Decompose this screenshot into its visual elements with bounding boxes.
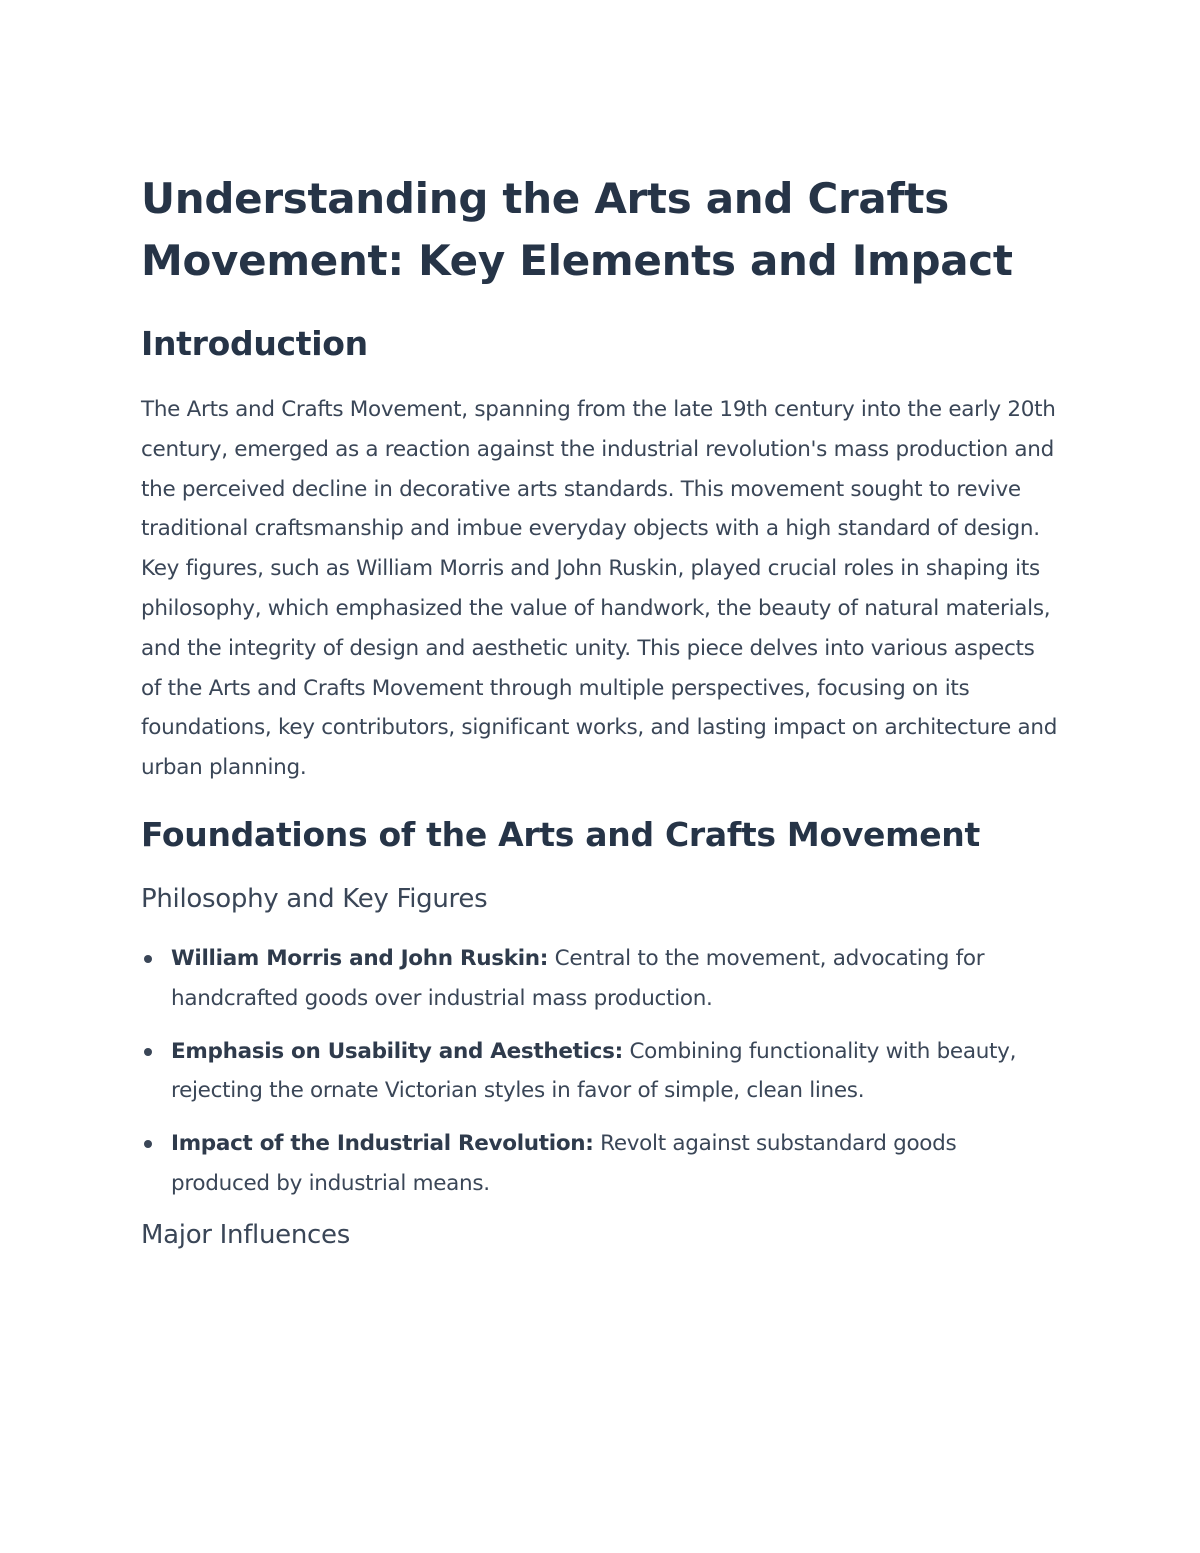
philosophy-subheading: Philosophy and Key Figures — [141, 883, 488, 914]
major-influences-subheading: Major Influences — [141, 1219, 350, 1250]
philosophy-list — [141, 939, 1061, 1204]
bullet-icon — [144, 1048, 152, 1056]
list-item-term: Emphasis on Usability and Aesthetics: — [171, 1038, 623, 1064]
list-item-text: Central to the movement, advocating for handcrafted goods over industrial mass production. — [171, 945, 985, 1011]
introduction-heading: Introduction — [141, 324, 368, 363]
document-title: Understanding the Arts and Crafts Movement: Key Elements and Impact — [141, 174, 1013, 285]
foundations-heading: Foundations of the Arts and Crafts Movement — [141, 814, 980, 854]
list-item-text: Combining functionality with beauty, rejecting the ornate Victorian styles in favor of simple, clean lines. — [171, 1038, 1017, 1104]
list-item — [141, 1032, 1061, 1112]
document-page — [141, 168, 1061, 1253]
list-item — [141, 1124, 1061, 1204]
list-item — [141, 939, 1061, 1019]
bullet-icon — [144, 1140, 152, 1148]
list-item-term: Impact of the Industrial Revolution: — [171, 1131, 594, 1157]
introduction-paragraph: The Arts and Crafts Movement, spanning from the late 19th century into the early 20th century, emerged as a reaction against the industrial revolution's mass production and the perceived decline in decorative arts standards. This movement sought to revive traditional craftsmanship and imbue everyday objects with a high standard of design. Key figures, such as William Morris and John Ruskin, played crucial roles in shaping its philosophy, which emphasized the value of handwork, the beauty of natural materials, and the integrity of design and aesthetic unity. This piece delves into various aspects of the Arts and Crafts Movement through multiple perspectives, focusing on its foundations, key contributors, significant works, and lasting impact on architecture and urban planning. — [141, 397, 1058, 781]
list-item-term: William Morris and John Ruskin: — [171, 945, 549, 971]
list-item-text: Revolt against substandard goods produced by industrial means. — [171, 1131, 957, 1196]
bullet-icon — [144, 955, 152, 963]
